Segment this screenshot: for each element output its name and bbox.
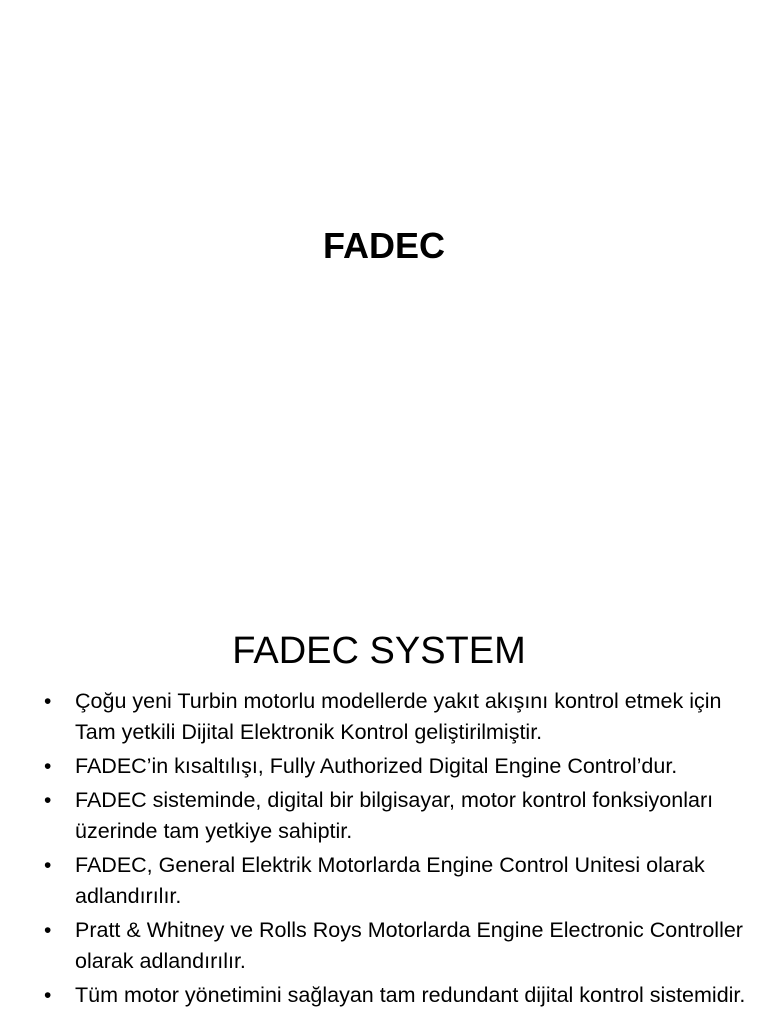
- bullet-item: [0, 980, 768, 1011]
- bullet-text: Tüm motor yönetimini sağlayan tam redundant dijital kontrol sistemidir.: [75, 983, 746, 1007]
- slide-heading: FADEC SYSTEM: [232, 630, 526, 672]
- bullet-text: FADEC’in kısaltılışı, Fully Authorized Digital Engine Control’dur.: [75, 754, 678, 778]
- slide-title: FADEC: [322, 225, 445, 266]
- bullet-icon: •: [44, 984, 52, 1007]
- bullet-text: Pratt & Whitney ve Rolls Roys Motorlarda Engine Electronic Controller olarak adlandırılır.: [75, 918, 743, 973]
- bullet-text: FADEC, General Elektrik Motorlarda Engine Control Unitesi olarak adlandırılır.: [75, 853, 705, 908]
- bullet-item: [0, 785, 768, 847]
- bullet-icon: •: [44, 919, 52, 942]
- bullet-icon: •: [44, 755, 52, 778]
- bullet-item: [0, 751, 768, 782]
- bullet-icon: •: [44, 690, 52, 713]
- bullet-item: [0, 850, 768, 912]
- bullet-item: [0, 686, 768, 748]
- bullet-item: [0, 915, 768, 977]
- bullet-list: [0, 686, 768, 1014]
- bullet-text: FADEC sisteminde, digital bir bilgisayar, motor kontrol fonksiyonları üzerinde tam yetkiye sahiptir.: [75, 788, 714, 843]
- bullet-text: Çoğu yeni Turbin motorlu modellerde yakıt akışını kontrol etmek için Tam yetkili Dijital Elektronik Kontrol geliştirilmiştir.: [75, 689, 722, 744]
- bullet-icon: •: [44, 789, 52, 812]
- bullet-icon: •: [44, 854, 52, 877]
